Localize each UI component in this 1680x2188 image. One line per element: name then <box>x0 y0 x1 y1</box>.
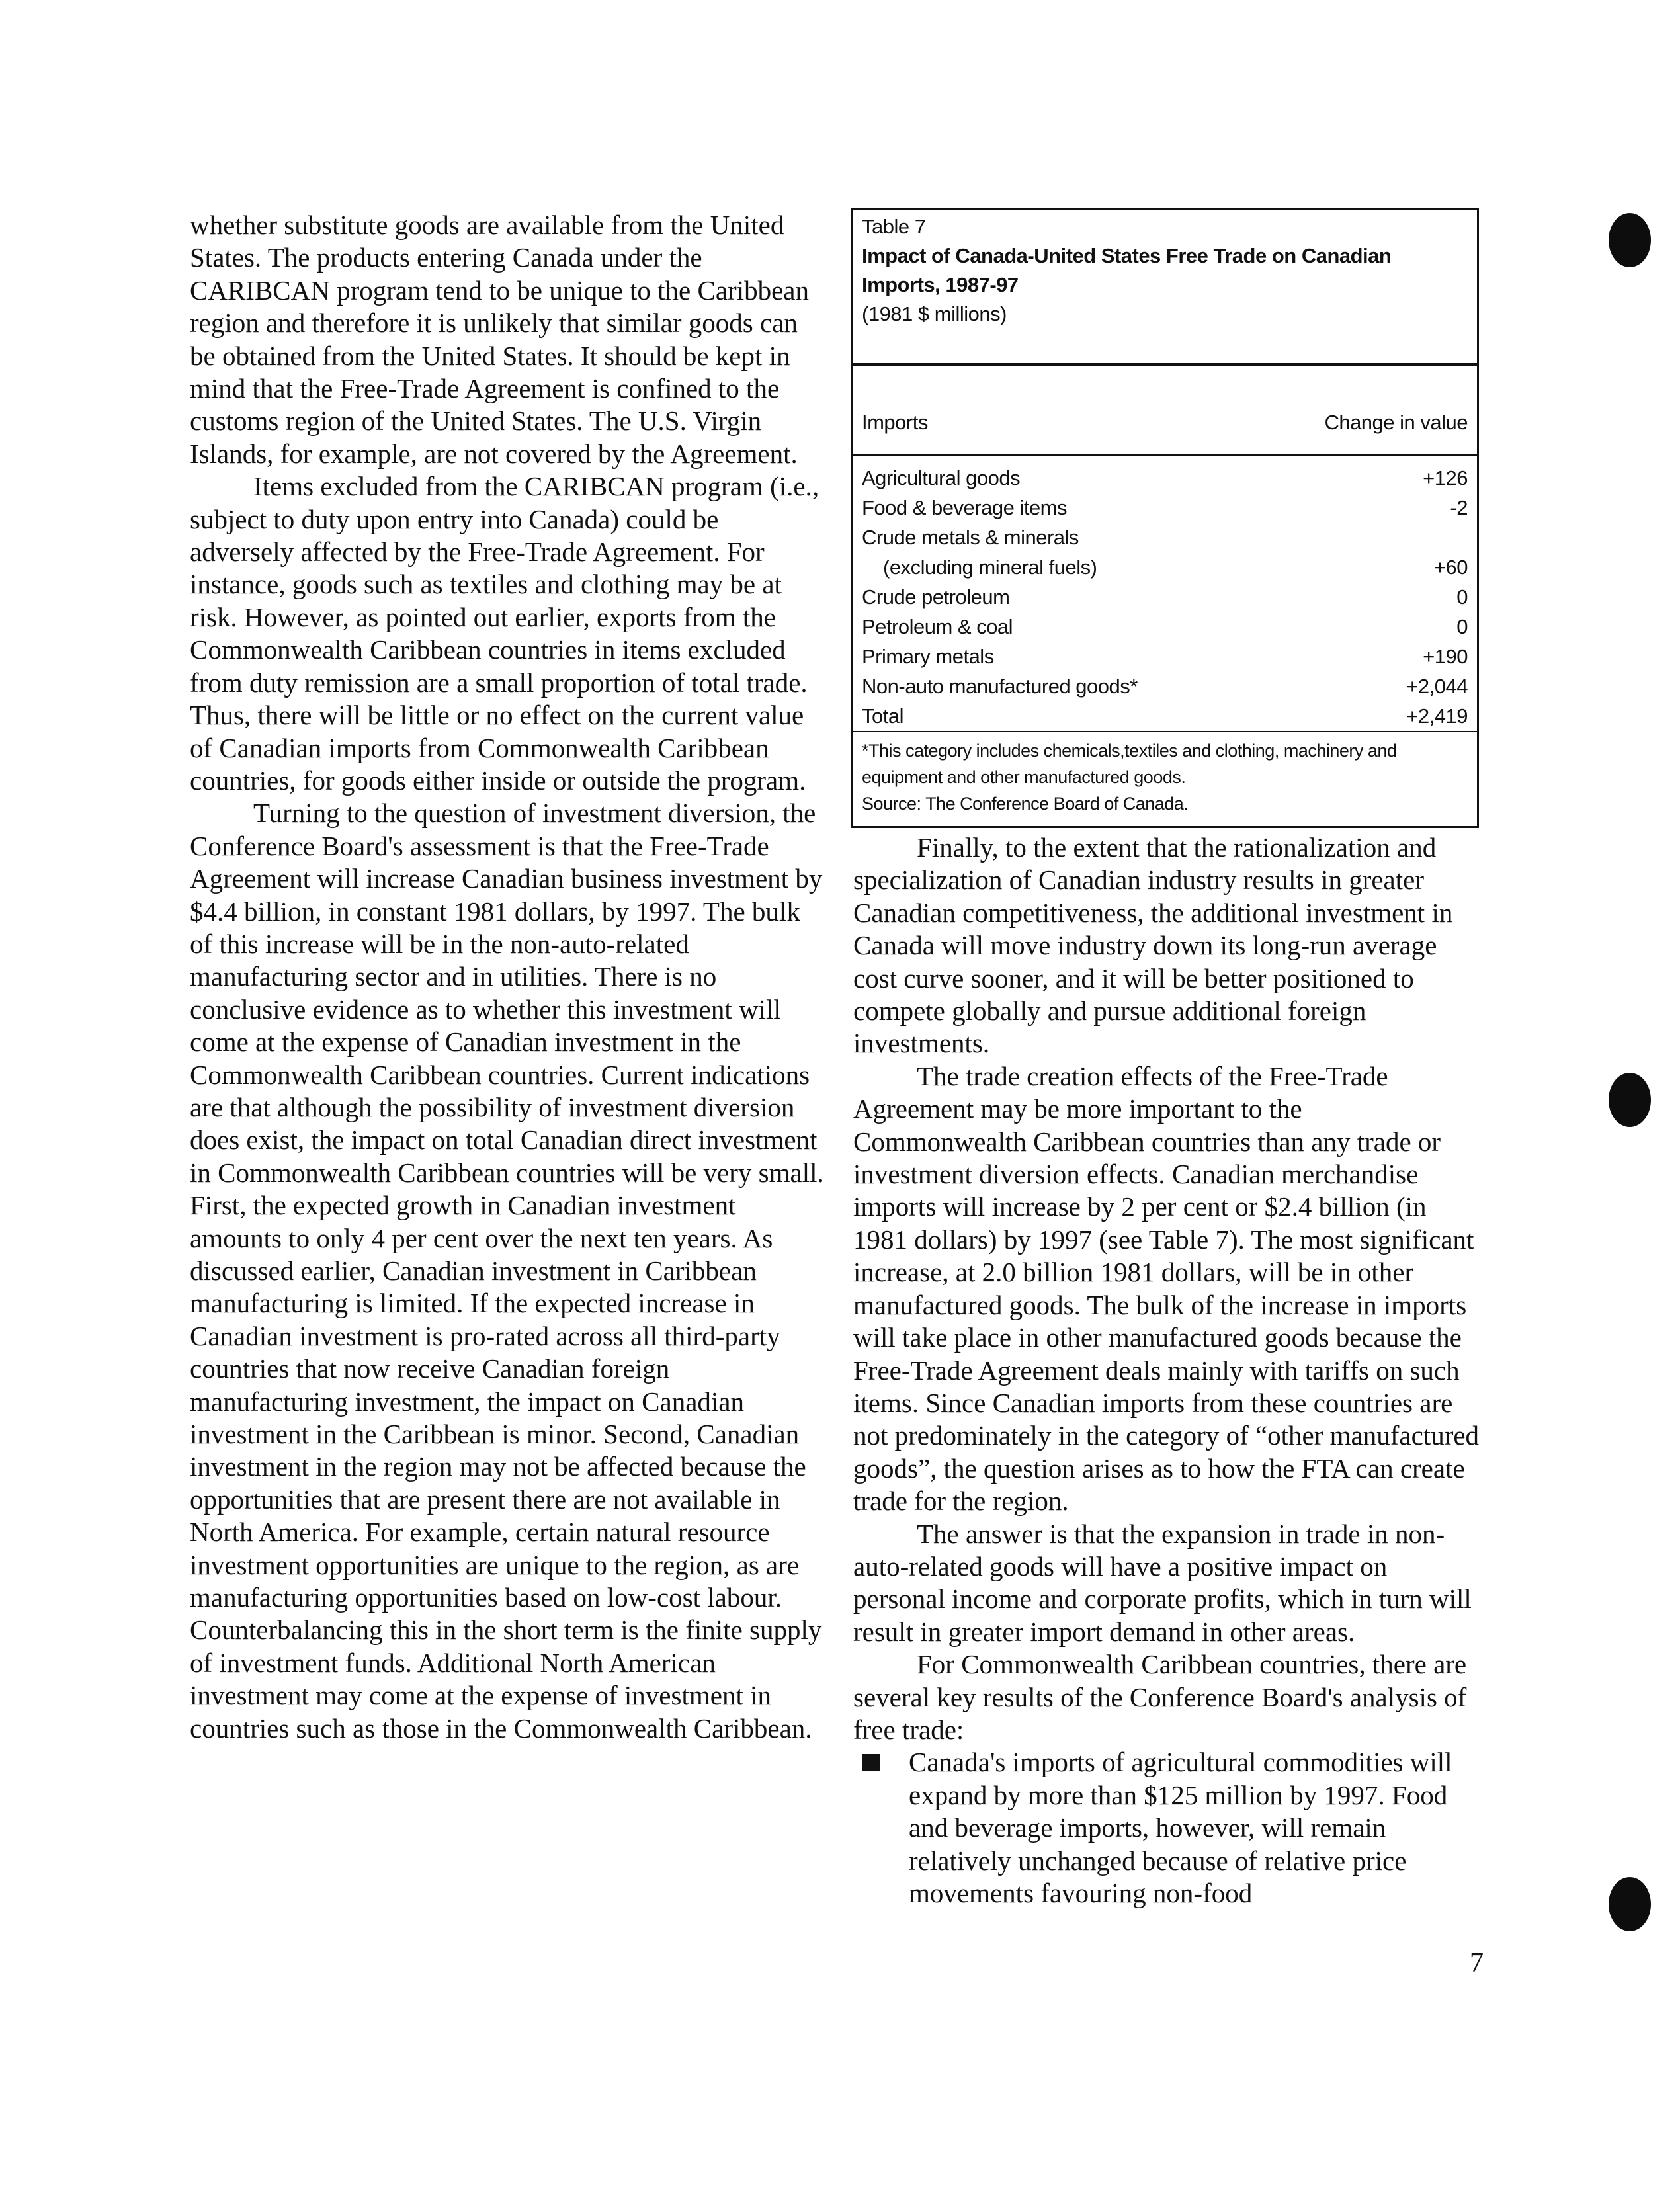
page-number: 7 <box>1470 1948 1484 1978</box>
row-label: Primary metals <box>862 645 994 668</box>
paragraph: The trade creation effects of the Free-Trade Agreement may be more important to the Commonwealth Caribbean countries than any trade or investment diversion effects. Canadian merchandise imports will increase by 2 per cent or $2.4 billion (in 1981 dollars) by 1997 (see Table 7). The most significant increase, at 2.0 billion 1981 dollars, will be in other manufactured goods. The bulk of the increase in imports will take place in other manufactured goods because the Free-Trade Agreement deals mainly with tariffs on such items. Since Canadian imports from these countries are not predominately in the category of “other manufactured goods”, the question arises as to how the FTA can create trade for the region. <box>853 1060 1480 1517</box>
row-label: Total <box>862 704 903 728</box>
row-label: Agricultural goods <box>862 466 1021 489</box>
right-column <box>853 831 1482 1910</box>
row-label: Petroleum & coal <box>862 615 1013 638</box>
table-rule <box>853 454 1477 456</box>
list-item <box>853 1746 1482 1910</box>
footnote-text: *This category includes chemicals,textiles and clothing, machinery and equipment and other manufactured goods. <box>862 741 1397 787</box>
table-units: (1981 $ millions) <box>862 302 1007 325</box>
table-row <box>862 523 1468 553</box>
bullet-text: Canada's imports of agricultural commodities will expand by more than $125 million by 1997. Food and beverage imports, however, will remain relatively unchanged because of relative price movements favouring non-food <box>909 1747 1452 1908</box>
table-row <box>862 493 1468 523</box>
row-label: Crude metals & minerals <box>862 526 1079 549</box>
column-header-imports: Imports <box>862 411 928 434</box>
table-column-headers <box>862 408 1468 437</box>
paragraph: The answer is that the expansion in trade in non-auto-related goods will have a positive impact on personal income and corporate profits, which in turn will result in greater import demand in other areas. <box>853 1518 1472 1647</box>
table-row <box>862 672 1468 702</box>
table-rule <box>853 363 1477 366</box>
table-row <box>862 612 1468 642</box>
table-source: Source: The Conference Board of Canada. <box>862 794 1189 814</box>
table-row <box>862 464 1468 493</box>
column-header-change: Change in value <box>1324 411 1468 434</box>
table-title: Impact of Canada-United States Free Trade on Canadian Imports, 1987-97 <box>862 244 1392 296</box>
paragraph: For Commonwealth Caribbean countries, there are several key results of the Conference Board's analysis of free trade: <box>853 1649 1467 1745</box>
paragraph: Finally, to the extent that the rationalization and specialization of Canadian industry results in greater Canadian competitiveness, the additional investment in Canada will move industry down its long-run average cost curve sooner, and it will be better positioned to compete globally and pursue additional foreign investments. <box>853 832 1453 1059</box>
table-footnote <box>862 737 1468 817</box>
paragraph: Items excluded from the CARIBCAN program (i.e., subject to duty upon entry into Canada) could be adversely affected by the Free-Trade Agreement. For instance, goods such as textiles and clothing may be at risk. However, as pointed out earlier, exports from the Commonwealth Caribbean countries in items excluded from duty remission are a small proportion of total trade. Thus, there will be little or no effect on the current value of Canadian imports from Commonwealth Caribbean countries, for goods either inside or outside the program. <box>190 471 819 796</box>
table-row <box>862 583 1468 612</box>
table-label: Table 7 <box>862 215 926 238</box>
table-header <box>862 212 1470 329</box>
row-value: +2,419 <box>1406 704 1468 728</box>
row-label: Crude petroleum <box>862 585 1010 609</box>
row-value: +126 <box>1423 466 1468 489</box>
paragraph: whether substitute goods are available from the United States. The products entering Canada under the CARIBCAN program tend to be unique to the Caribbean region and therefore it is unlikely that similar goods can be obtained from the United States. It should be kept in mind that the Free-Trade Agreement is confined to the customs region of the United States. The U.S. Virgin Islands, for example, are not covered by the Agreement. <box>190 210 809 469</box>
table-row <box>862 642 1468 672</box>
row-label: Non-auto manufactured goods* <box>862 675 1138 698</box>
row-value: +2,044 <box>1406 675 1468 698</box>
punch-hole <box>1609 1877 1651 1931</box>
paragraph: Turning to the question of investment diversion, the Conference Board's assessment is that the Free-Trade Agreement will increase Canadian business investment by $4.4 billion, in constant 1981 dollars, by 1997. The bulk of this increase will be in the non-auto-related manufacturing sector and in utilities. There is no conclusive evidence as to whether this investment will come at the expense of Canadian investment in the Commonwealth Caribbean countries. Current indications are that although the possibility of investment diversion does exist, the impact on total Canadian direct investment in Commonwealth Caribbean countries will be very small. First, the expected growth in Canadian investment amounts to only 4 per cent over the next ten years. As discussed earlier, Canadian investment in Caribbean manufacturing is limited. If the expected increase in Canadian investment is pro-rated across all third-party countries that now receive Canadian foreign manufacturing investment, the impact on Canadian investment in the Caribbean is minor. Second, Canadian investment in the region may not be affected because the opportunities that are present there are not available in North America. For example, certain natural resource investment opportunities are unique to the region, as are manufacturing opportunities based on low-cost labour. Counterbalancing this in the short term is the finite supply of investment funds. Additional North American investment may come at the expense of investment in countries such as those in the Commonwealth Caribbean. <box>190 798 824 1744</box>
row-value: 0 <box>1456 585 1468 609</box>
left-column <box>190 209 825 1745</box>
table-rule <box>853 731 1477 732</box>
punch-hole <box>1609 1073 1651 1127</box>
square-bullet-icon <box>862 1754 880 1771</box>
row-label: Food & beverage items <box>862 496 1068 519</box>
row-value: +60 <box>1433 556 1468 579</box>
row-value: +190 <box>1423 645 1468 668</box>
bullet-list <box>853 1746 1482 1910</box>
table-row <box>862 553 1468 583</box>
row-value: 0 <box>1456 615 1468 638</box>
table-body <box>862 464 1468 732</box>
table-7 <box>851 208 1479 828</box>
row-label: (excluding mineral fuels) <box>883 556 1097 579</box>
row-value: -2 <box>1450 496 1468 519</box>
punch-hole <box>1609 213 1651 267</box>
table-row <box>862 702 1468 732</box>
